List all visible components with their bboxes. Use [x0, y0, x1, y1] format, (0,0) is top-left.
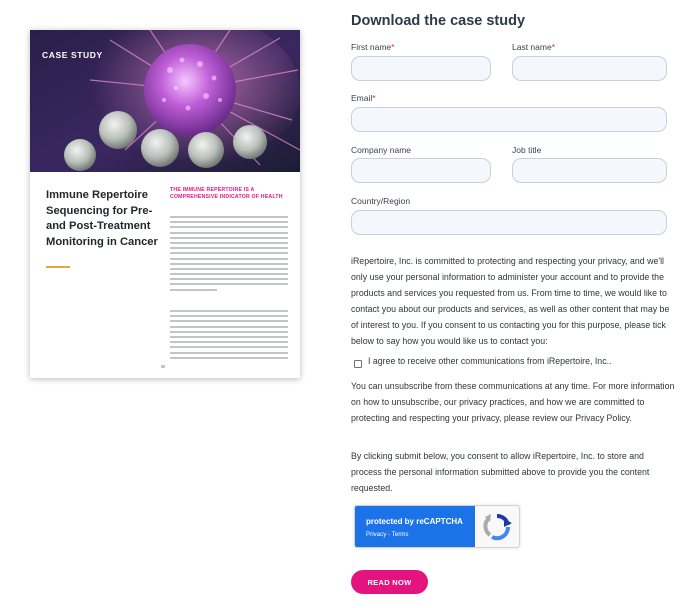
- first-name-field[interactable]: [351, 56, 491, 81]
- recaptcha-title: protected by reCAPTCHA: [366, 517, 463, 526]
- recaptcha-panel: [355, 506, 475, 547]
- form-title: Download the case study: [351, 13, 526, 29]
- page-number: [161, 365, 165, 368]
- title-divider: [46, 266, 70, 268]
- company-name-field[interactable]: [351, 158, 491, 183]
- country-region-label: Country/Region: [351, 196, 411, 206]
- last-name-label: Last name*: [512, 42, 556, 52]
- company-name-label: Company name: [351, 145, 412, 155]
- country-region-field[interactable]: [351, 210, 667, 235]
- recaptcha-badge[interactable]: [354, 505, 520, 548]
- privacy-statement: iRepertoire, Inc. is committed to protecting and respecting your privacy, and we'll only use your personal information to administer your account and to provide the products and services you requested from us. From time to time, we would like to contact you about our products and services, as well as other content that may be of interest to you. If you consent to us contacting you for this purpose, please tick below to say how you would like us to contact you:: [351, 256, 670, 346]
- job-title-label: Job title: [512, 145, 542, 155]
- first-name-label: First name*: [351, 42, 395, 52]
- recaptcha-icon: [482, 513, 512, 541]
- last-name-field[interactable]: [512, 56, 667, 81]
- unsubscribe-text: You can unsubscribe from these communications at any time. For more information on how to unsubscribe, our privacy practices, and how we are committed to protecting and respecting your privacy, please review our Privacy Policy.: [351, 381, 675, 423]
- brochure-body-text-2: [170, 310, 288, 362]
- brochure-body-text: [170, 216, 288, 294]
- submit-consent-text: By clicking submit below, you consent to allow iRepertoire, Inc. to store and process the personal information submitted above to provide you the content requested.: [351, 451, 650, 493]
- case-study-label: CASE STUDY: [42, 50, 103, 60]
- brochure-section-heading: THE IMMUNE REPERTOIRE IS A COMPREHENSIVE INDICATOR OF HEALTH: [170, 187, 283, 201]
- brochure-title: Immune Repertoire Sequencing for Pre- and Post-Treatment Monitoring in Cancer: [46, 189, 158, 248]
- recaptcha-links[interactable]: Privacy - Terms: [366, 531, 409, 538]
- email-label: Email*: [351, 93, 376, 103]
- read-now-button[interactable]: READ NOW: [351, 570, 428, 594]
- job-title-field[interactable]: [512, 158, 667, 183]
- case-study-cover: [30, 30, 300, 378]
- consent-checkbox[interactable]: [354, 360, 362, 368]
- email-field[interactable]: [351, 107, 667, 132]
- consent-checkbox-label[interactable]: I agree to receive other communications from iRepertoire, Inc..: [368, 356, 612, 366]
